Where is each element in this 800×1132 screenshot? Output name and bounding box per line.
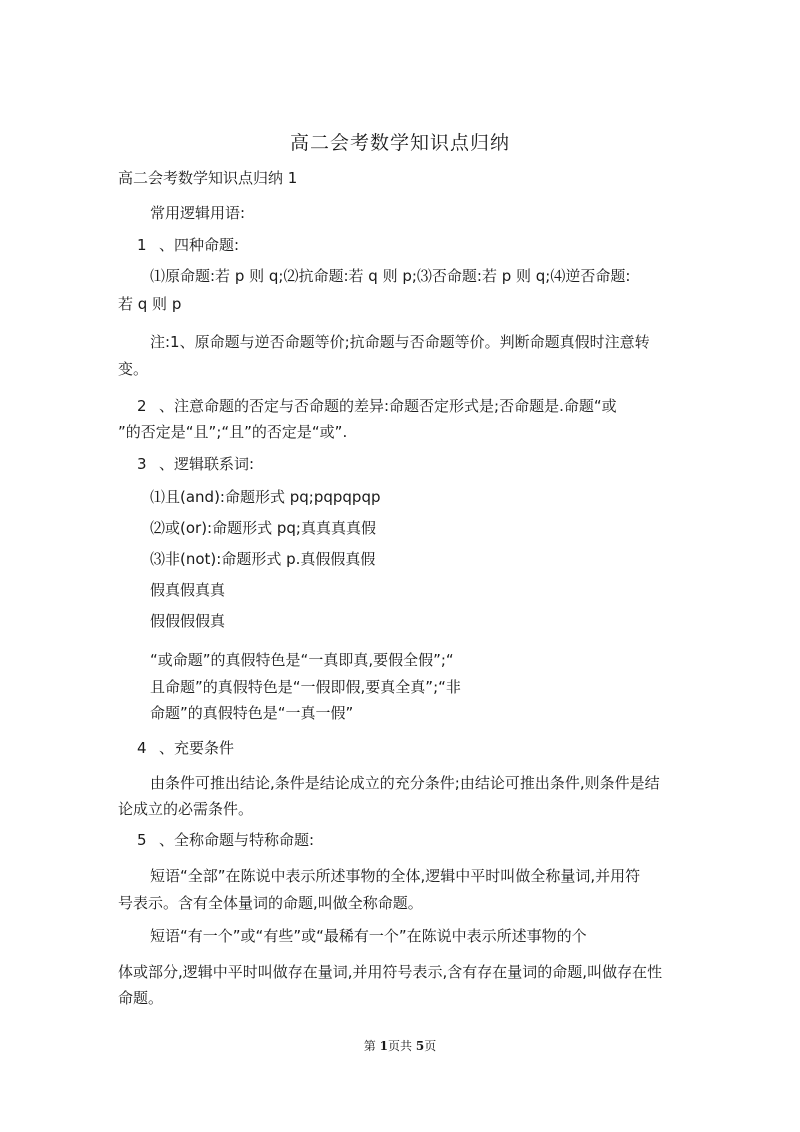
note-line: 变。 [118,360,149,378]
truth-row: 假真假真真 [150,581,226,599]
section-5-heading [137,830,314,850]
paragraph-line: 若 q 则 p [118,295,182,313]
heading-logic: 常用逻辑用语: [150,204,246,222]
subtitle: 高二会考数学知识点归纳 1 [118,169,298,187]
document-title: 高二会考数学知识点归纳 [289,132,510,154]
connective-not: ⑶非(not):命题形式 p.真假假真假 [150,550,376,568]
characteristic-line: 且命题”的真假特色是“一假即假,要真全真”;“非 [150,678,461,696]
section-number: 5 [137,831,147,849]
section-number: 4 [137,739,147,757]
page-footer [0,1037,800,1054]
section-number: 2 [137,397,147,415]
connective-or: ⑵或(or):命题形式 pq;真真真真假 [150,519,376,537]
section-title: 、逻辑联系词: [159,455,255,473]
paragraph-line: 短语“全部”在陈说中表示所述事物的全体,逻辑中平时叫做全称量词,并用符 [150,867,641,885]
paragraph-line: 命题。 [118,989,164,1007]
truth-row: 假假假假真 [150,612,226,630]
characteristic-line: “或命题”的真假特色是“一真即真,要假全假”;“ [150,651,454,669]
page-number: 1 [379,1039,388,1053]
connective-and: ⑴且(and):命题形式 pq;pqpqpqp [150,488,381,506]
paragraph-line: 由条件可推出结论,条件是结论成立的充分条件;由结论可推出条件,则条件是结 [150,774,660,792]
section-text: 、注意命题的否定与否命题的差异:命题否定形式是;否命题是.命题“或 [159,397,617,415]
footer-middle: 页共 [387,1039,412,1053]
characteristic-line: 命题”的真假特色是“一真一假” [150,704,354,722]
paragraph-line: 论成立的必需条件。 [118,800,254,818]
section-3-heading [137,454,254,474]
page-total: 5 [415,1039,425,1053]
paragraph-line: ⑴原命题:若 p 则 q;⑵抗命题:若 q 则 p;⑶否命题:若 p 则 q;⑷逆否命题: [150,267,631,285]
note-line: 注:1、原命题与逆否命题等价;抗命题与否命题等价。判断命题真假时注意转 [150,333,650,351]
paragraph-line: 号表示。含有全体量词的命题,叫做全称命题。 [118,894,423,912]
paragraph-line: 体或部分,逻辑中平时叫做存在量词,并用符号表示,含有存在量词的命题,叫做存在性 [118,963,663,981]
footer-suffix: 页 [424,1039,437,1053]
paragraph-line: 短语“有一个”或“有些”或“最稀有一个”在陈说中表示所述事物的个 [150,927,587,945]
paragraph-line: ”的否定是“且”;“且”的否定是“或”. [118,423,348,441]
footer-prefix: 第 [363,1039,376,1053]
section-number: 3 [137,455,147,473]
section-2-line [137,396,617,416]
section-title: 、全称命题与特称命题: [159,831,315,849]
section-title: 、充要条件 [159,739,235,757]
section-4-heading [137,738,234,758]
section-1-heading [137,235,239,255]
section-title: 、四种命题: [159,236,240,254]
section-number: 1 [137,236,147,254]
